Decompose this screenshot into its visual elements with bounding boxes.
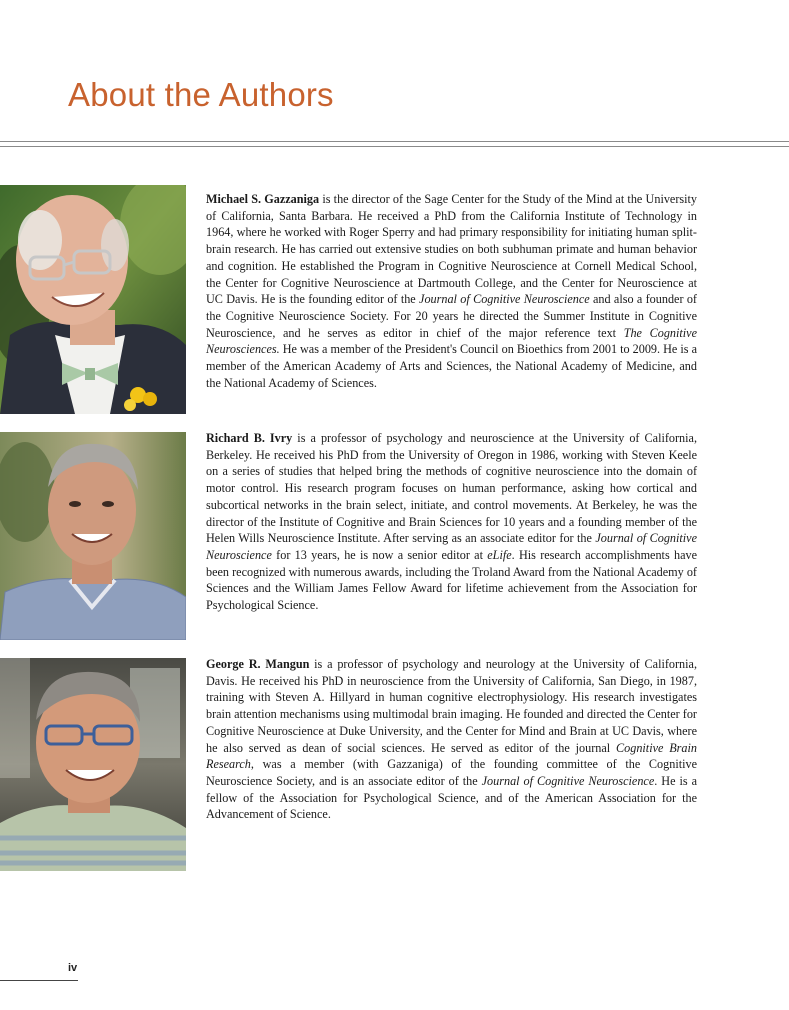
- author-photo-gazzaniga: [0, 185, 186, 414]
- author-photo-ivry: [0, 432, 186, 640]
- bio-text: . His research accomplishments have been recognized with numerous awards, including the Troland Award from the National Academy of Sciences and the William James Fellow Award for lifetime achievement from the Association for Psychological Science.: [206, 547, 697, 613]
- journal-title: Cognitive Brain Research: [206, 740, 697, 772]
- header-rule-top: [0, 141, 789, 142]
- page-number: iv: [68, 962, 78, 974]
- bio-text: , was a member (with Gazzaniga) of the founding committee of the Cognitive Neuroscience Society, and is an associate editor of the: [206, 757, 697, 788]
- journal-title: Journal of Cognitive Neuroscience: [206, 531, 697, 562]
- bio-text: for 13 years, he is now a senior editor at: [271, 547, 488, 562]
- bio-text: is the director of the Sage Center for the Study of the Mind at the University of California, Santa Barbara. He received a PhD from the California Institute of Technology in 1964, where he worked with Roger Sperry and had primary responsibility for initiating human split-brain research. He has carried out extensive studies on both subhuman primate and human behavior and cognition. He established the Program in Cognitive Neuroscience at Cornell Medical School, the Center for Cognitive Neuroscience at Dartmouth College, and the Center for Neuroscience at UC Davis. He is the founding editor of the: [206, 192, 697, 307]
- page-title: About the Authors: [68, 76, 334, 113]
- journal-title: eLife: [487, 547, 512, 562]
- footer-rule: [0, 980, 78, 981]
- author-name: George R. Mangun: [206, 657, 310, 671]
- bio-text: is a professor of psychology and neurology at the University of California, Davis. He received his PhD in neuroscience from the University of California, San Diego, in 1987, training with Steven A. Hillyard in human cognitive electrophysiology. His research investigates brain attention mechanisms using multimodal brain imaging. He founded and directed the Center for Cognitive Neuroscience at Duke University, and the Center for Mind and Brain at UC Davis, where he also served as dean of social sciences. He served as editor of the journal: [206, 657, 697, 755]
- author-bio-gazzaniga: [206, 191, 697, 391]
- author-name: Michael S. Gazzaniga: [206, 192, 320, 206]
- author-bio-ivry: [206, 430, 697, 614]
- journal-title: Journal of Cognitive Neuroscience: [481, 773, 655, 788]
- bio-text: . He is a fellow of the Association for Psychological Science, and of the American Association for the Advancement of Science.: [206, 773, 697, 822]
- author-name: Richard B. Ivry: [206, 431, 293, 445]
- author-photo-mangun: [0, 658, 186, 871]
- bio-text: He was a member of the President's Council on Bioethics from 2001 to 2009. He is a member of the American Academy of Arts and Sciences, the National Academy of Medicine, and the National Academy of Sciences.: [206, 342, 697, 390]
- bio-text: and also a founder of the Cognitive Neuroscience Society. For 20 years he directed the Summer Institute in Cognitive Neuroscience, and he serves as editor in chief of the major reference text: [206, 292, 697, 340]
- book-title: The Cognitive Neurosciences.: [206, 325, 697, 357]
- author-bio-mangun: [206, 656, 697, 823]
- bio-text: is a professor of psychology and neuroscience at the University of California, Berkeley. He received his PhD from the University of Oregon in 1986, working with Steven Keele on a series of studies that helped bring the methods of cognitive neuroscience into the domain of motor control. His research program focuses on human performance, asking how cortical and subcortical networks in the brain select, initiate, and control movements. At Berkeley, he was the director of the Institute of Cognitive and Brain Sciences for 10 years and a founding member of the Helen Wills Neuroscience Institute. After serving as an associate editor for the: [206, 431, 697, 546]
- journal-title: Journal of Cognitive Neuroscience: [419, 292, 590, 307]
- header-rule-bottom: [0, 146, 789, 147]
